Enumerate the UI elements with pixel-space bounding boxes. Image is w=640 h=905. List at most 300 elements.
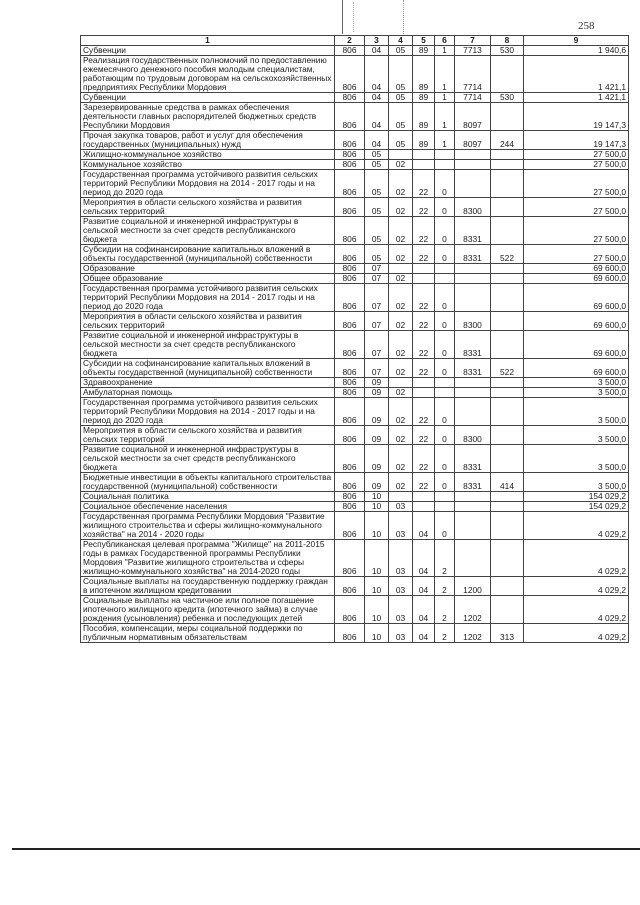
subsection-cell: 02 [389,398,413,426]
direction-cell [455,502,491,512]
row-name-cell: Социальная политика [81,492,335,502]
table-row [81,284,629,312]
program-cell: 04 [413,512,435,540]
section-cell: 10 [365,502,389,512]
grbs-cell: 806 [335,359,365,378]
subprogram-cell: 1 [435,93,455,103]
direction-cell: 8331 [455,473,491,492]
expense-type-cell [491,150,524,160]
grbs-cell: 806 [335,150,365,160]
expense-type-cell [491,274,524,284]
program-cell: 04 [413,624,435,643]
row-name-cell: Образование [81,264,335,274]
program-cell: 22 [413,398,435,426]
expense-type-cell: 522 [491,359,524,378]
subprogram-cell: 0 [435,473,455,492]
subprogram-cell: 0 [435,198,455,217]
table-row [81,624,629,643]
table-row [81,56,629,93]
direction-cell: 8331 [455,359,491,378]
amount-cell: 3 500,0 [524,398,629,426]
amount-cell: 1 421,1 [524,93,629,103]
expense-type-cell [491,445,524,473]
subprogram-cell: 2 [435,540,455,577]
amount-cell: 3 500,0 [524,473,629,492]
program-cell: 22 [413,426,435,445]
row-name-cell: Развитие социальной и инженерной инфраструктуры в сельской местности за счет средств республиканского бюджета [81,331,335,359]
subsection-cell: 02 [389,170,413,198]
column-header: 1 [81,36,335,46]
program-cell: 04 [413,596,435,624]
program-cell [413,274,435,284]
subsection-cell: 05 [389,56,413,93]
subprogram-cell [435,502,455,512]
direction-cell: 7714 [455,56,491,93]
table-row [81,492,629,502]
amount-cell: 27 500,0 [524,170,629,198]
amount-cell: 69 600,0 [524,359,629,378]
row-name-cell: Здравоохранение [81,378,335,388]
direction-cell [455,160,491,170]
grbs-cell: 806 [335,492,365,502]
subsection-cell: 02 [389,426,413,445]
row-name-cell: Мероприятия в области сельского хозяйства и развития сельских территорий [81,198,335,217]
amount-cell: 19 147,3 [524,131,629,150]
program-cell: 22 [413,445,435,473]
subprogram-cell: 2 [435,624,455,643]
row-name-cell: Общее образование [81,274,335,284]
subsection-cell [389,264,413,274]
subprogram-cell: 0 [435,359,455,378]
subsection-cell: 02 [389,331,413,359]
row-name-cell: Мероприятия в области сельского хозяйства и развития сельских территорий [81,426,335,445]
direction-cell [455,388,491,398]
grbs-cell: 806 [335,170,365,198]
program-cell: 22 [413,170,435,198]
subprogram-cell: 0 [435,284,455,312]
row-name-cell: Реализация государственных полномочий по предоставлению ежемесячного денежного пособия молодым специалистам, работающим по трудовым договорам на сельскохозяйственных предприятиях Республики Мордовия [81,56,335,93]
grbs-cell: 806 [335,46,365,56]
subsection-cell: 03 [389,512,413,540]
direction-cell: 8331 [455,331,491,359]
subsection-cell: 02 [389,274,413,284]
grbs-cell: 806 [335,103,365,131]
budget-table [80,35,629,643]
subprogram-cell [435,160,455,170]
table-row [81,103,629,131]
program-cell: 89 [413,103,435,131]
direction-cell: 8300 [455,198,491,217]
section-cell: 05 [365,170,389,198]
table-row [81,502,629,512]
amount-cell: 4 029,2 [524,596,629,624]
subprogram-cell: 0 [435,512,455,540]
row-name-cell: Жилищно-коммунальное хозяйство [81,150,335,160]
expense-type-cell: 414 [491,473,524,492]
amount-cell: 69 600,0 [524,264,629,274]
table-row [81,426,629,445]
budget-sheet [80,35,628,643]
expense-type-cell [491,596,524,624]
amount-cell: 3 500,0 [524,426,629,445]
table-row [81,378,629,388]
program-cell [413,150,435,160]
grbs-cell: 806 [335,378,365,388]
table-row [81,46,629,56]
expense-type-cell [491,492,524,502]
row-name-cell: Развитие социальной и инженерной инфраструктуры в сельской местности за счет средств республиканского бюджета [81,445,335,473]
row-name-cell: Республиканская целевая программа "Жилище" на 2011-2015 годы в рамках Государственной программы Республики Мордовия "Развитие жилищного строительства и сферы жилищно-коммунального хозяйства" на 2014-2020 годы [81,540,335,577]
expense-type-cell [491,502,524,512]
amount-cell: 3 500,0 [524,388,629,398]
amount-cell: 4 029,2 [524,540,629,577]
subprogram-cell: 0 [435,312,455,331]
program-cell: 89 [413,46,435,56]
amount-cell: 27 500,0 [524,217,629,245]
table-row [81,445,629,473]
expense-type-cell [491,512,524,540]
expense-type-cell: 530 [491,46,524,56]
row-name-cell: Государственная программа устойчивого развития сельских территорий Республики Мордовия на 2014 - 2017 годы и на период до 2020 года [81,284,335,312]
grbs-cell: 806 [335,198,365,217]
amount-cell: 4 029,2 [524,577,629,596]
table-row [81,274,629,284]
table-row [81,131,629,150]
section-cell: 07 [365,284,389,312]
program-cell: 89 [413,93,435,103]
table-row [81,398,629,426]
section-cell: 09 [365,388,389,398]
subprogram-cell [435,274,455,284]
subsection-cell: 02 [389,284,413,312]
direction-cell [455,378,491,388]
grbs-cell: 806 [335,284,365,312]
expense-type-cell: 244 [491,131,524,150]
row-name-cell: Субвенции [81,46,335,56]
grbs-cell: 806 [335,596,365,624]
table-row [81,577,629,596]
subsection-cell: 05 [389,93,413,103]
table-row [81,359,629,378]
expense-type-cell [491,170,524,198]
bottom-rule [12,848,640,850]
subsection-cell: 05 [389,131,413,150]
section-cell: 04 [365,93,389,103]
subsection-cell: 02 [389,198,413,217]
program-cell [413,160,435,170]
row-name-cell: Развитие социальной и инженерной инфраструктуры в сельской местности за счет средств республиканского бюджета [81,217,335,245]
subsection-cell: 03 [389,624,413,643]
expense-type-cell [491,217,524,245]
section-cell: 05 [365,198,389,217]
table-body [81,36,629,643]
row-name-cell: Социальные выплаты на государственную поддержку граждан в ипотечном жилищном кредитовании [81,577,335,596]
table-header-row [81,36,629,46]
subsection-cell: 02 [389,445,413,473]
amount-cell: 69 600,0 [524,331,629,359]
grbs-cell: 806 [335,93,365,103]
column-header: 8 [491,36,524,46]
table-row [81,160,629,170]
grbs-cell: 806 [335,426,365,445]
program-cell: 22 [413,473,435,492]
expense-type-cell [491,388,524,398]
section-cell: 04 [365,131,389,150]
program-cell: 22 [413,312,435,331]
section-cell: 09 [365,398,389,426]
amount-cell: 27 500,0 [524,150,629,160]
expense-type-cell [491,540,524,577]
row-name-cell: Зарезервированные средства в рамках обеспечения деятельности главных распорядителей бюджетных средств Республики Мордовия [81,103,335,131]
section-cell: 09 [365,445,389,473]
direction-cell: 1200 [455,577,491,596]
subprogram-cell: 1 [435,56,455,93]
program-cell: 89 [413,131,435,150]
row-name-cell: Субсидии на софинансирование капитальных вложений в объекты государственной (муниципальной) собственности [81,245,335,264]
expense-type-cell [491,56,524,93]
grbs-cell: 806 [335,264,365,274]
grbs-cell: 806 [335,245,365,264]
direction-cell [455,274,491,284]
direction-cell: 8331 [455,217,491,245]
subprogram-cell: 0 [435,217,455,245]
section-cell: 04 [365,46,389,56]
page-number: 258 [578,20,595,32]
direction-cell [455,170,491,198]
subprogram-cell: 0 [435,445,455,473]
table-row [81,596,629,624]
grbs-cell: 806 [335,398,365,426]
subprogram-cell [435,388,455,398]
direction-cell [455,284,491,312]
column-header: 6 [435,36,455,46]
section-cell: 09 [365,426,389,445]
column-header: 9 [524,36,629,46]
column-header: 3 [365,36,389,46]
table-row [81,473,629,492]
program-cell: 22 [413,217,435,245]
direction-cell [455,492,491,502]
table-row [81,150,629,160]
grbs-cell: 806 [335,331,365,359]
section-cell: 10 [365,540,389,577]
subprogram-cell [435,264,455,274]
column-header: 4 [389,36,413,46]
table-row [81,388,629,398]
program-cell: 22 [413,331,435,359]
table-row [81,540,629,577]
section-cell: 04 [365,103,389,131]
program-cell: 22 [413,284,435,312]
subprogram-cell: 1 [435,131,455,150]
subsection-cell [389,492,413,502]
program-cell: 22 [413,359,435,378]
amount-cell: 19 147,3 [524,103,629,131]
expense-type-cell: 530 [491,93,524,103]
direction-cell: 8097 [455,103,491,131]
expense-type-cell [491,378,524,388]
grbs-cell: 806 [335,540,365,577]
grbs-cell: 806 [335,512,365,540]
subprogram-cell [435,150,455,160]
grbs-cell: 806 [335,131,365,150]
table-row [81,245,629,264]
program-cell: 04 [413,577,435,596]
amount-cell: 69 600,0 [524,274,629,284]
subprogram-cell: 0 [435,426,455,445]
amount-cell: 1 940,6 [524,46,629,56]
expense-type-cell [491,426,524,445]
subsection-cell: 05 [389,103,413,131]
row-name-cell: Государственная программа устойчивого развития сельских территорий Республики Мордовия на 2014 - 2017 годы и на период до 2020 года [81,170,335,198]
subsection-cell: 05 [389,46,413,56]
table-row [81,170,629,198]
section-cell: 09 [365,378,389,388]
direction-cell: 8097 [455,131,491,150]
subsection-cell [389,378,413,388]
row-name-cell: Субвенции [81,93,335,103]
subsection-cell: 02 [389,312,413,331]
grbs-cell: 806 [335,274,365,284]
direction-cell [455,540,491,577]
subprogram-cell: 0 [435,398,455,426]
section-cell: 05 [365,217,389,245]
expense-type-cell: 522 [491,245,524,264]
grbs-cell: 806 [335,624,365,643]
section-cell: 07 [365,331,389,359]
section-cell: 05 [365,245,389,264]
column-header: 7 [455,36,491,46]
direction-cell: 7713 [455,46,491,56]
grbs-cell: 806 [335,473,365,492]
grbs-cell: 806 [335,502,365,512]
subprogram-cell: 0 [435,245,455,264]
amount-cell: 154 029,2 [524,502,629,512]
subsection-cell: 03 [389,540,413,577]
subprogram-cell: 2 [435,596,455,624]
subsection-cell: 02 [389,160,413,170]
row-name-cell: Пособия, компенсации, меры социальной поддержки по публичным нормативным обязательствам [81,624,335,643]
section-cell: 10 [365,624,389,643]
amount-cell: 1 421,1 [524,56,629,93]
expense-type-cell [491,331,524,359]
section-cell: 10 [365,492,389,502]
subprogram-cell: 1 [435,46,455,56]
amount-cell: 69 600,0 [524,312,629,331]
amount-cell: 154 029,2 [524,492,629,502]
amount-cell: 27 500,0 [524,160,629,170]
section-cell: 07 [365,312,389,331]
table-row [81,217,629,245]
section-cell: 07 [365,264,389,274]
expense-type-cell [491,312,524,331]
program-cell [413,502,435,512]
section-cell: 04 [365,56,389,93]
direction-cell: 8331 [455,445,491,473]
row-name-cell: Прочая закупка товаров, работ и услуг для обеспечения государственных (муниципальных) нужд [81,131,335,150]
program-cell [413,388,435,398]
subsection-cell: 02 [389,217,413,245]
section-cell: 10 [365,596,389,624]
subprogram-cell [435,378,455,388]
row-name-cell: Социальное обеспечение населения [81,502,335,512]
subsection-cell: 02 [389,245,413,264]
subsection-cell [389,150,413,160]
row-name-cell: Амбулаторная помощь [81,388,335,398]
subsection-cell: 02 [389,473,413,492]
expense-type-cell [491,264,524,274]
subprogram-cell [435,492,455,502]
grbs-cell: 806 [335,388,365,398]
subsection-cell: 03 [389,502,413,512]
binding-marks [342,0,404,34]
row-name-cell: Бюджетные инвестиции в объекты капитального строительства государственной (муниципальной) собственности [81,473,335,492]
program-cell: 04 [413,540,435,577]
direction-cell [455,150,491,160]
grbs-cell: 806 [335,56,365,93]
direction-cell: 8331 [455,245,491,264]
row-name-cell: Субсидии на софинансирование капитальных вложений в объекты государственной (муниципальной) собственности [81,359,335,378]
subprogram-cell: 1 [435,103,455,131]
amount-cell: 3 500,0 [524,378,629,388]
program-cell [413,264,435,274]
row-name-cell: Государственная программа Республики Мордовия "Развитие жилищного строительства и сферы жилищно-коммунального хозяйства" на 2014 - 2020 годы [81,512,335,540]
direction-cell: 7714 [455,93,491,103]
subsection-cell: 02 [389,359,413,378]
program-cell: 22 [413,198,435,217]
subsection-cell: 03 [389,577,413,596]
grbs-cell: 806 [335,445,365,473]
program-cell [413,378,435,388]
amount-cell: 3 500,0 [524,445,629,473]
direction-cell [455,398,491,426]
direction-cell: 1202 [455,624,491,643]
subsection-cell: 03 [389,596,413,624]
row-name-cell: Социальные выплаты на частичное или полное погашение ипотечного жилищного кредита (ипотечного займа) в случае рождения (усыновления) ребенка и последующих детей [81,596,335,624]
grbs-cell: 806 [335,312,365,331]
amount-cell: 69 600,0 [524,284,629,312]
expense-type-cell [491,577,524,596]
direction-cell: 1202 [455,596,491,624]
subprogram-cell: 2 [435,577,455,596]
expense-type-cell: 313 [491,624,524,643]
expense-type-cell [491,103,524,131]
amount-cell: 4 029,2 [524,512,629,540]
direction-cell [455,264,491,274]
row-name-cell: Государственная программа устойчивого развития сельских территорий Республики Мордовия на 2014 - 2017 годы и на период до 2020 года [81,398,335,426]
grbs-cell: 806 [335,577,365,596]
row-name-cell: Коммунальное хозяйство [81,160,335,170]
row-name-cell: Мероприятия в области сельского хозяйства и развития сельских территорий [81,312,335,331]
program-cell: 89 [413,56,435,93]
grbs-cell: 806 [335,160,365,170]
amount-cell: 27 500,0 [524,245,629,264]
table-row [81,331,629,359]
column-header: 2 [335,36,365,46]
grbs-cell: 806 [335,217,365,245]
section-cell: 10 [365,577,389,596]
direction-cell [455,512,491,540]
amount-cell: 4 029,2 [524,624,629,643]
table-row [81,312,629,331]
section-cell: 07 [365,274,389,284]
program-cell [413,492,435,502]
subsection-cell: 02 [389,388,413,398]
table-row [81,93,629,103]
section-cell: 07 [365,359,389,378]
section-cell: 09 [365,473,389,492]
column-header: 5 [413,36,435,46]
